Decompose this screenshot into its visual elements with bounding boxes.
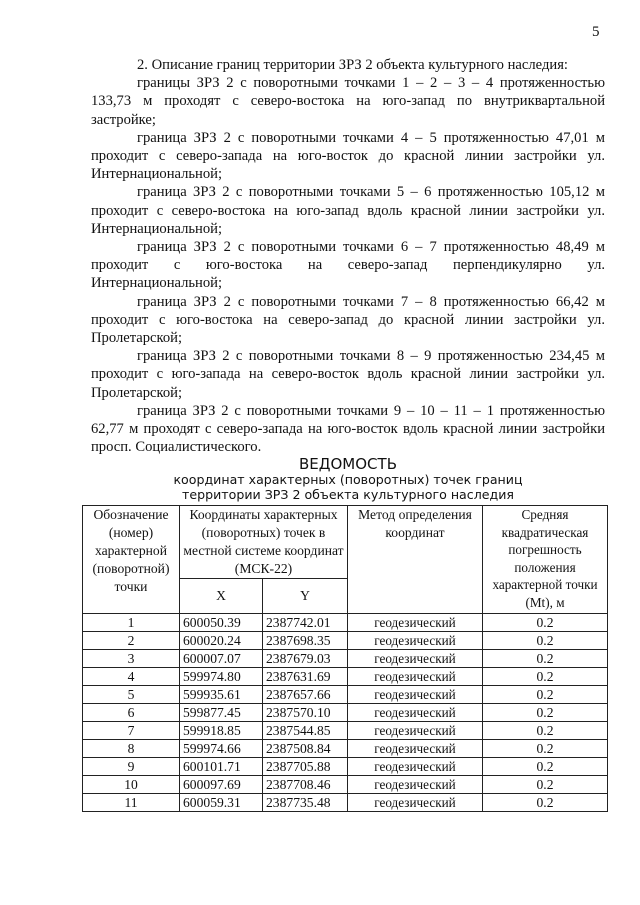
accuracy-cell: 0.2 [483, 722, 608, 740]
x-coordinate-cell: 600007.07 [180, 650, 263, 668]
accuracy-cell: 0.2 [483, 776, 608, 794]
method-cell: геодезический [348, 704, 483, 722]
statement-subtitle-1: координат характерных (поворотных) точек границ [173, 472, 523, 487]
table-row [83, 632, 608, 650]
accuracy-cell: 0.2 [483, 632, 608, 650]
accuracy-cell: 0.2 [483, 614, 608, 632]
point-number-cell: 2 [83, 632, 180, 650]
y-coordinate-cell: 2387570.10 [263, 704, 348, 722]
header-designation: Обозначение (номер) характерной (поворотной) точки [83, 506, 180, 614]
y-coordinate-cell: 2387708.46 [263, 776, 348, 794]
y-coordinate-cell: 2387698.35 [263, 632, 348, 650]
x-coordinate-cell: 599974.66 [180, 740, 263, 758]
table-row [83, 686, 608, 704]
y-coordinate-cell: 2387631.69 [263, 668, 348, 686]
method-cell: геодезический [348, 776, 483, 794]
accuracy-cell: 0.2 [483, 704, 608, 722]
paragraph-3: граница ЗРЗ 2 с поворотными точками 5 – 6 протяженностью 105,12 м проходит с северо-востока на юго-запад вдоль красной линии застройки ул. Интернациональной; [91, 184, 605, 237]
statement-title: ВЕДОМОСТЬ [299, 455, 397, 473]
y-coordinate-cell: 2387735.48 [263, 794, 348, 812]
table-row [83, 776, 608, 794]
statement-subtitle-2: территории ЗРЗ 2 объекта культурного наследия [182, 487, 514, 502]
point-number-cell: 6 [83, 704, 180, 722]
header-x: X [180, 579, 263, 614]
accuracy-cell: 0.2 [483, 740, 608, 758]
coordinates-table [82, 505, 608, 812]
point-number-cell: 3 [83, 650, 180, 668]
point-number-cell: 9 [83, 758, 180, 776]
x-coordinate-cell: 600101.71 [180, 758, 263, 776]
method-cell: геодезический [348, 740, 483, 758]
accuracy-cell: 0.2 [483, 794, 608, 812]
x-coordinate-cell: 599918.85 [180, 722, 263, 740]
accuracy-cell: 0.2 [483, 686, 608, 704]
point-number-cell: 1 [83, 614, 180, 632]
header-method: Метод определения координат [348, 506, 483, 614]
point-number-cell: 10 [83, 776, 180, 794]
point-number-cell: 7 [83, 722, 180, 740]
table-row [83, 650, 608, 668]
point-number-cell: 11 [83, 794, 180, 812]
method-cell: геодезический [348, 650, 483, 668]
page-number: 5 [592, 24, 600, 40]
method-cell: геодезический [348, 668, 483, 686]
point-number-cell: 8 [83, 740, 180, 758]
method-cell: геодезический [348, 794, 483, 812]
coordinates-table-body [83, 614, 608, 812]
boundary-description [91, 56, 605, 456]
y-coordinate-cell: 2387679.03 [263, 650, 348, 668]
x-coordinate-cell: 599935.61 [180, 686, 263, 704]
point-number-cell: 5 [83, 686, 180, 704]
y-coordinate-cell: 2387508.84 [263, 740, 348, 758]
y-coordinate-cell: 2387544.85 [263, 722, 348, 740]
accuracy-cell: 0.2 [483, 758, 608, 776]
section-title: 2. Описание границ территории ЗРЗ 2 объекта культурного наследия: [137, 57, 568, 73]
y-coordinate-cell: 2387705.88 [263, 758, 348, 776]
method-cell: геодезический [348, 614, 483, 632]
point-number-cell: 4 [83, 668, 180, 686]
header-accuracy: Средняя квадратическая погрешность положения характерной точки (Mt), м [483, 506, 608, 614]
x-coordinate-cell: 599877.45 [180, 704, 263, 722]
accuracy-cell: 0.2 [483, 668, 608, 686]
x-coordinate-cell: 600097.69 [180, 776, 263, 794]
paragraph-1: границы ЗРЗ 2 с поворотными точками 1 – 2 – 3 – 4 протяженностью 133,73 м проходят с северо-востока на юго-запад по внутриквартальной застройке; [91, 75, 605, 128]
table-row [83, 722, 608, 740]
paragraph-5: граница ЗРЗ 2 с поворотными точками 7 – 8 протяженностью 66,42 м проходит с юго-востока на северо-запад до красной линии застройки ул. Пролетарской; [91, 293, 605, 347]
method-cell: геодезический [348, 632, 483, 650]
table-row [83, 758, 608, 776]
accuracy-cell: 0.2 [483, 650, 608, 668]
header-y: Y [263, 579, 348, 614]
method-cell: геодезический [348, 686, 483, 704]
x-coordinate-cell: 599974.80 [180, 668, 263, 686]
x-coordinate-cell: 600059.31 [180, 794, 263, 812]
statement-heading [91, 457, 605, 502]
table-row [83, 614, 608, 632]
table-row [83, 794, 608, 812]
table-row [83, 668, 608, 686]
header-coordinates: Координаты характерных (поворотных) точек в местной системе координат (МСК-22) [180, 506, 348, 579]
paragraph-2: граница ЗРЗ 2 с поворотными точками 4 – 5 протяженностью 47,01 м проходит с северо-запада на юго-восток до красной линии застройки ул. Интернациональной; [91, 129, 605, 183]
method-cell: геодезический [348, 758, 483, 776]
paragraph-7: граница ЗРЗ 2 с поворотными точками 9 – 10 – 11 – 1 протяженностью 62,77 м проходят с северо-запада на юго-восток вдоль красной линии застройки просп. Социалистического. [91, 402, 605, 456]
paragraph-4: граница ЗРЗ 2 с поворотными точками 6 – 7 протяженностью 48,49 м проходит с юго-востока на северо-запад перпендикулярно ул. Интернациональной; [91, 239, 605, 292]
x-coordinate-cell: 600050.39 [180, 614, 263, 632]
y-coordinate-cell: 2387742.01 [263, 614, 348, 632]
paragraph-6: граница ЗРЗ 2 с поворотными точками 8 – 9 протяженностью 234,45 м проходит с юго-запада на северо-восток вдоль красной линии застройки ул. Пролетарской; [91, 348, 605, 401]
table-row [83, 704, 608, 722]
method-cell: геодезический [348, 722, 483, 740]
x-coordinate-cell: 600020.24 [180, 632, 263, 650]
y-coordinate-cell: 2387657.66 [263, 686, 348, 704]
table-row [83, 740, 608, 758]
